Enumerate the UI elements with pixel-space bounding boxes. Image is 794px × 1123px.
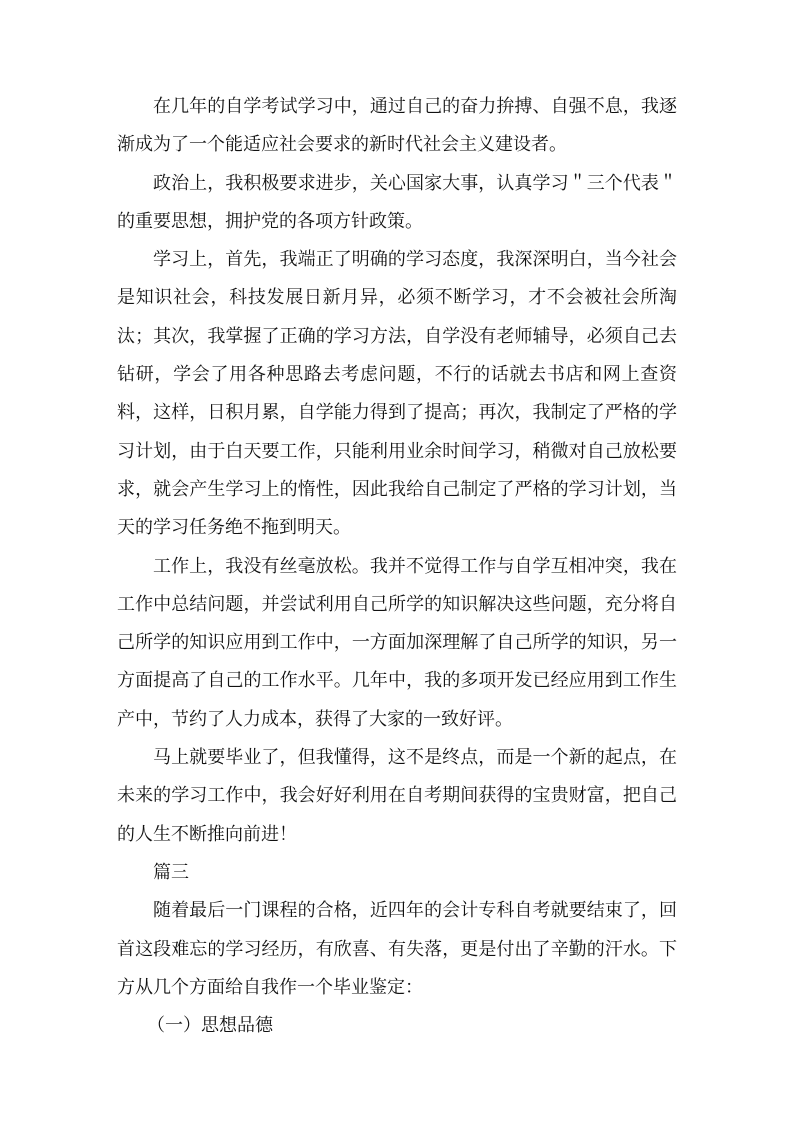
document-body — [117, 88, 677, 1045]
paragraph-study: 学习上，首先，我端正了明确的学习态度，我深深明白，当今社会是知识社会，科技发展日新月异，必须不断学习，才不会被社会所淘汰；其次，我掌握了正确的学习方法，自学没有老师辅导，必须自己去钻研，学会了用各种思路去考虑问题，不行的话就去书店和网上查资料，这样，日积月累，自学能力得到了提高；再次，我制定了严格的学习计划，由于白天要工作，只能利用业余时间学习，稍微对自己放松要求，就会产生学习上的惰性，因此我给自己制定了严格的学习计划，当天的学习任务绝不拖到明天。 — [117, 249, 677, 539]
paragraph-graduation: 马上就要毕业了，但我懂得，这不是终点，而是一个新的起点，在未来的学习工作中，我会好好利用在自考期间获得的宝贵财富，把自己的人生不断推向前进！ — [117, 747, 677, 845]
paragraph-intro: 在几年的自学考试学习中，通过自己的奋力拚搏、自强不息，我逐渐成为了一个能适应社会要求的新时代社会主义建设者。 — [117, 96, 677, 156]
section-heading: 篇三 — [153, 861, 189, 883]
paragraph-politics: 政治上，我积极要求进步，关心国家大事，认真学习＂三个代表＂的重要思想，拥护党的各项方针政策。 — [117, 172, 677, 232]
subsection-heading: （一）思想品德 — [147, 1015, 273, 1037]
paragraph-work: 工作上，我没有丝毫放松。我并不觉得工作与自学互相冲突，我在工作中总结问题，并尝试利用自己所学的知识解决这些问题，充分将自己所学的知识应用到工作中，一方面加深理解了自己所学的知识，另一方面提高了自己的工作水平。几年中，我的多项开发已经应用到工作生产中，节约了人力成本，获得了大家的一致好评。 — [117, 555, 677, 730]
paragraph-section-intro: 随着最后一门课程的合格，近四年的会计专科自考就要结束了，回首这段难忘的学习经历，有欣喜、有失落，更是付出了辛勤的汗水。下方从几个方面给自我作一个毕业鉴定： — [117, 900, 677, 998]
